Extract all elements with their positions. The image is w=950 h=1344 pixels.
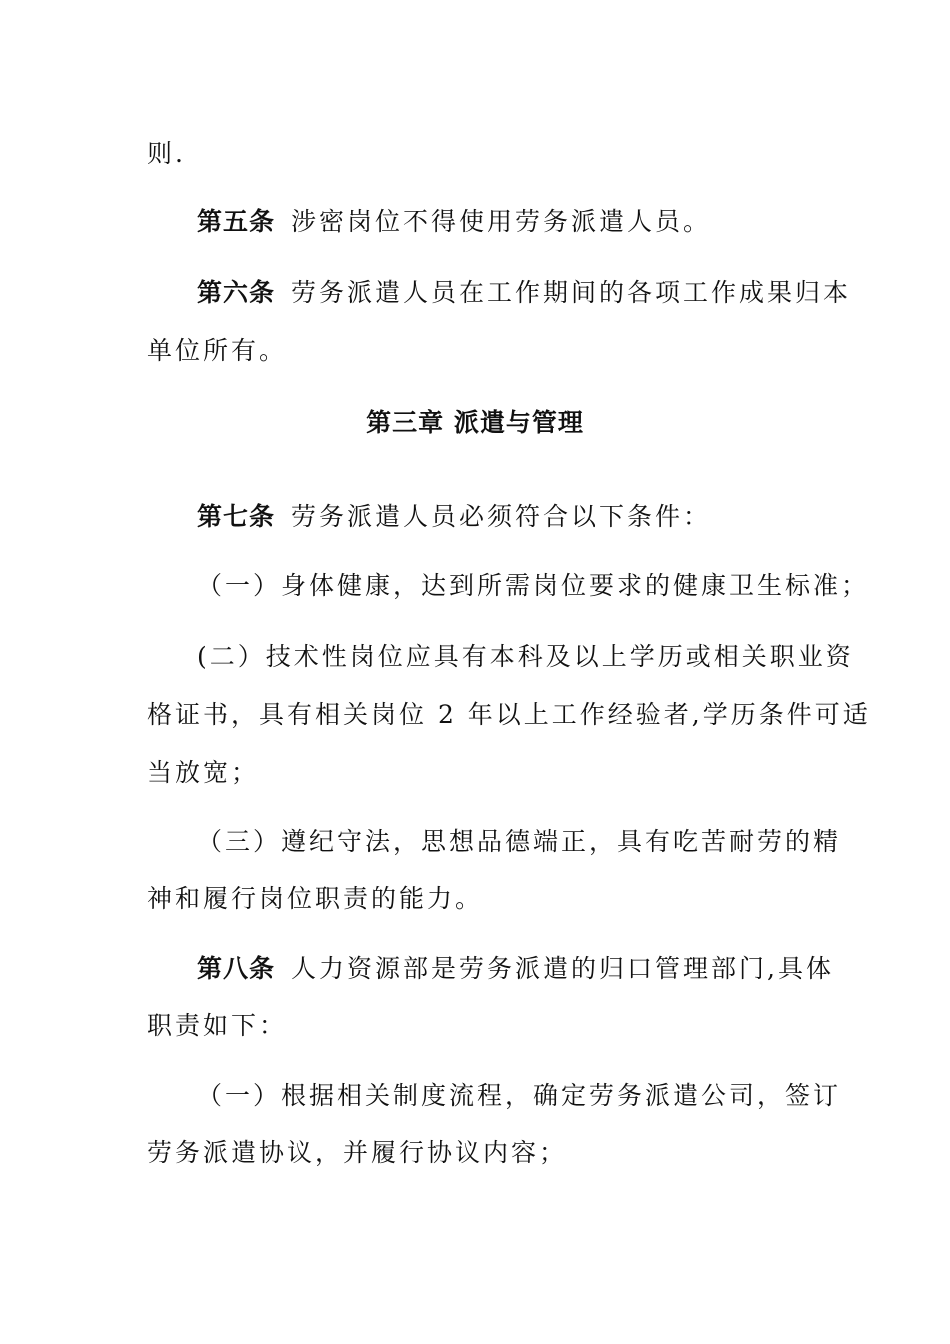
article-8 bbox=[197, 952, 834, 986]
article-5 bbox=[197, 205, 857, 239]
article-label: 第五条 bbox=[197, 207, 276, 236]
article-text: 劳务派遣人员在工作期间的各项工作成果归本 bbox=[291, 278, 852, 307]
list-item: (二）技术性岗位应具有本科及以上学历或相关职业资 bbox=[197, 642, 854, 671]
article-label: 第七条 bbox=[197, 502, 276, 531]
list-item: （一）根据相关制度流程，确定劳务派遣公司，签订 bbox=[197, 1081, 842, 1110]
article-label: 第六条 bbox=[197, 278, 276, 307]
text-line: 劳务派遣协议，并履行协议内容； bbox=[147, 1138, 568, 1167]
article-label: 第八条 bbox=[197, 954, 276, 983]
text-line: 神和履行岗位职责的能力。 bbox=[147, 884, 484, 913]
list-item: （一）身体健康，达到所需岗位要求的健康卫生标准； bbox=[197, 571, 870, 600]
article-text: 劳务派遣人员必须符合以下条件： bbox=[291, 502, 712, 531]
text-line: 则. bbox=[147, 139, 186, 168]
text-line: 格证书，具有相关岗位 2 年以上工作经验者,学历条件可适 bbox=[147, 700, 871, 729]
article-7 bbox=[197, 500, 857, 534]
article-text: 人力资源部是劳务派遣的归口管理部门,具体 bbox=[291, 954, 834, 983]
text-line: 职责如下： bbox=[147, 1011, 288, 1040]
chapter-heading: 第三章 派遣与管理 bbox=[366, 408, 584, 437]
text-line: 当放宽； bbox=[147, 758, 260, 787]
text-line: 单位所有。 bbox=[147, 336, 288, 365]
article-6 bbox=[197, 276, 852, 310]
list-item: （三）遵纪守法，思想品德端正，具有吃苦耐劳的精 bbox=[197, 827, 842, 856]
article-text: 涉密岗位不得使用劳务派遣人员。 bbox=[291, 207, 712, 236]
